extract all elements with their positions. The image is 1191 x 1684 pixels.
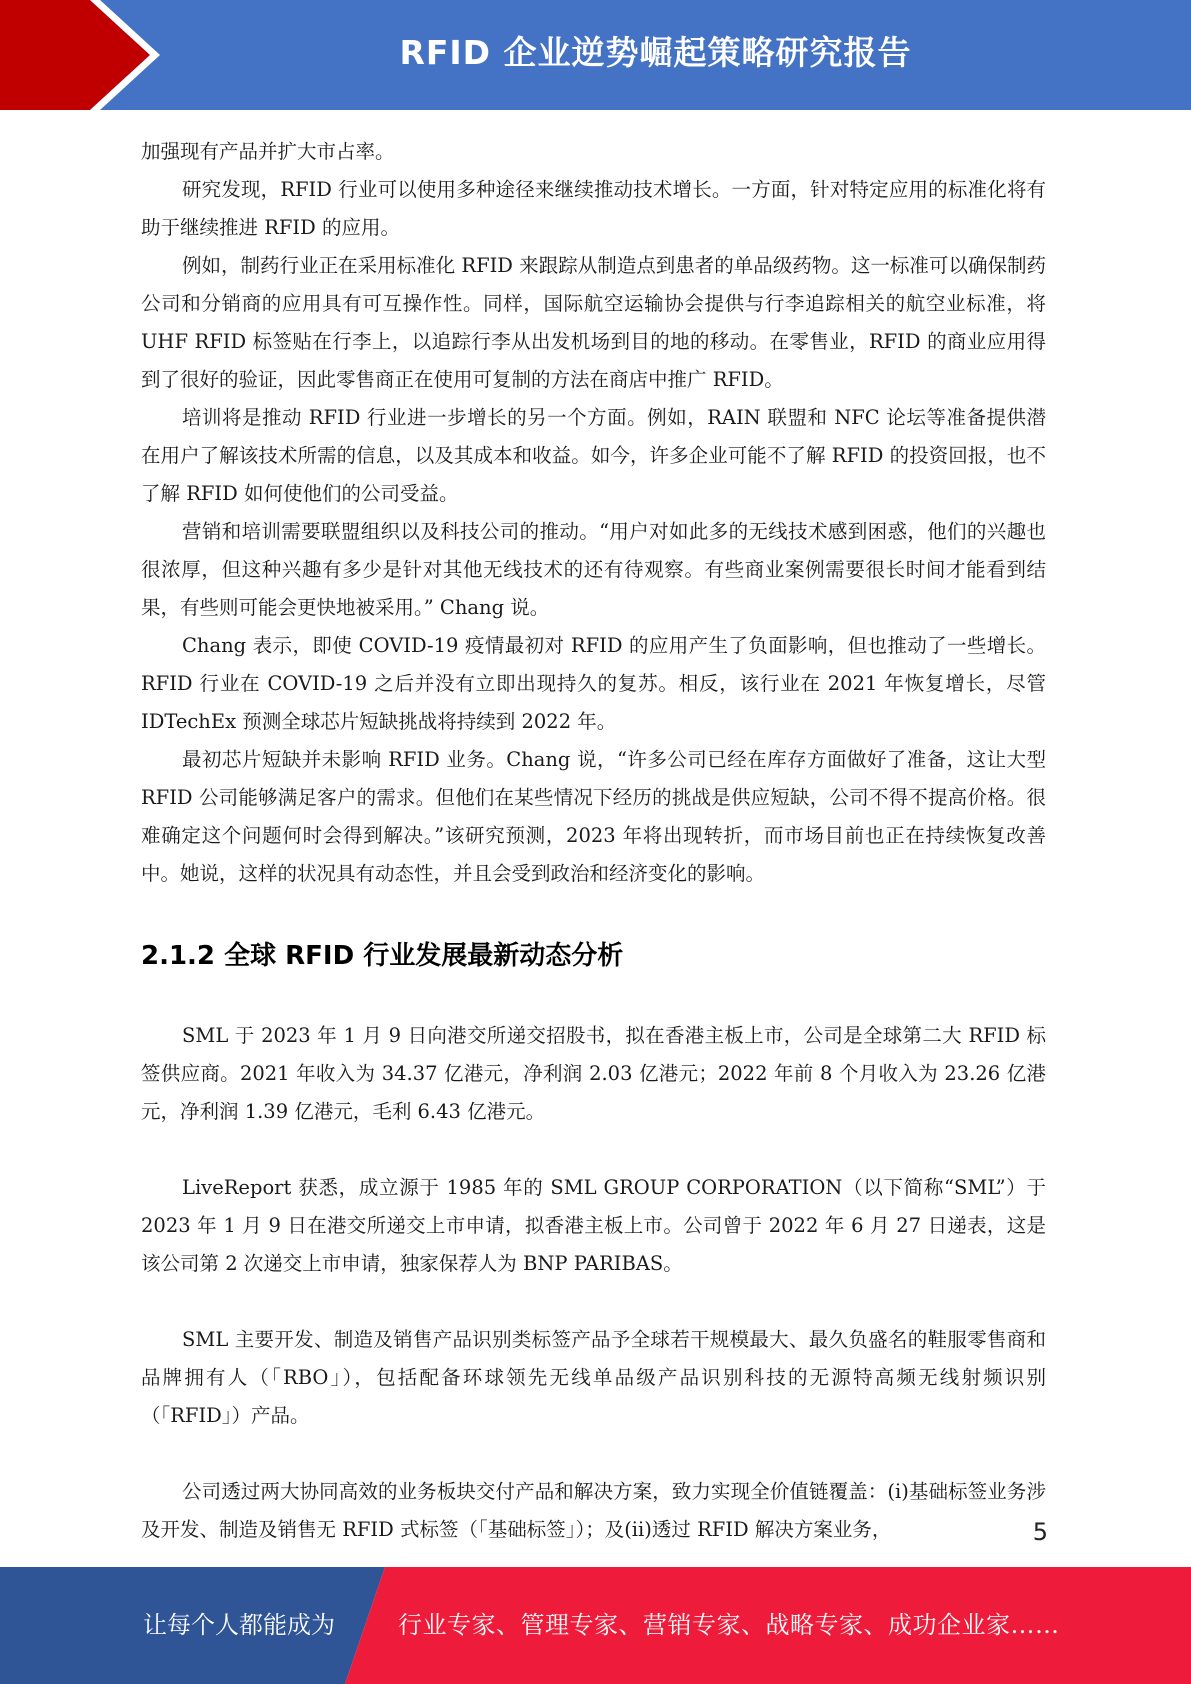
paragraph: 培训将是推动 RFID 行业进一步增长的另一个方面。例如，RAIN 联盟和 NFC 论坛等准备提供潜在用户了解该技术所需的信息，以及其成本和收益。如今，许多企业可能不了解 RFID 的投资回报，也不了解 RFID 如何使他们的公司受益。 bbox=[141, 406, 1046, 505]
report-title: RFID 企业逆势崛起策略研究报告 bbox=[399, 33, 912, 72]
paragraph: LiveReport 获悉，成立源于 1985 年的 SML GROUP CORPORATION（以下简称“SML”）于 2023 年 1 月 9 日在港交所递交上市申请，拟香港主板上市。公司曾于 2022 年 6 月 27 日递表，这是该公司第 2 次递交上市申请，独家保荐人为 BNP PARIBAS。 bbox=[141, 1176, 1046, 1275]
paragraph: Chang 表示，即使 COVID-19 疫情最初对 RFID 的应用产生了负面影响，但也推动了一些增长。RFID 行业在 COVID-19 之后并没有立即出现持久的复苏。相反，该行业在 2021 年恢复增长，尽管 IDTechEx 预测全球芯片短缺挑战将持续到 2022 年。 bbox=[141, 634, 1046, 733]
footer-banner bbox=[0, 1567, 1191, 1684]
header-banner bbox=[0, 0, 1191, 110]
paragraph: SML 主要开发、制造及销售产品识别类标签产品予全球若干规模最大、最久负盛名的鞋服零售商和品牌拥有人（「RBO」），包括配备环球领先无线单品级产品识别科技的无源特高频无线射频识别（「RFID」）产品。 bbox=[141, 1328, 1046, 1427]
section-heading: 2.1.2 全球 RFID 行业发展最新动态分析 bbox=[141, 941, 624, 971]
paragraph: 最初芯片短缺并未影响 RFID 业务。Chang 说，“许多公司已经在库存方面做好了准备，这让大型 RFID 公司能够满足客户的需求。但他们在某些情况下经历的挑战是供应短缺，公司不得不提高价格。很难确定这个问题何时会得到解决。”该研究预测，2023 年将出现转折，而市场目前也正在持续恢复改善中。她说，这样的状况具有动态性，并且会受到政治和经济变化的影响。 bbox=[141, 748, 1046, 885]
paragraph: 公司透过两大协同高效的业务板块交付产品和解决方案，致力实现全价值链覆盖：(i)基础标签业务涉及开发、制造及销售无 RFID 式标签（「基础标签」）；及(ii)透过 RFID 解决方案业务， bbox=[141, 1480, 1046, 1541]
footer-slogan-left: 让每个人都能成为 bbox=[143, 1611, 335, 1639]
footer-slogan-right: 行业专家、管理专家、营销专家、战略专家、成功企业家…… bbox=[398, 1611, 1060, 1639]
paragraph: 研究发现，RFID 行业可以使用多种途径来继续推动技术增长。一方面，针对特定应用的标准化将有助于继续推进 RFID 的应用。 bbox=[141, 178, 1046, 239]
paragraph: 加强现有产品并扩大市占率。 bbox=[141, 140, 395, 163]
page-number: 5 bbox=[1032, 1518, 1048, 1546]
paragraph: 例如，制药行业正在采用标准化 RFID 来跟踪从制造点到患者的单品级药物。这一标准可以确保制药公司和分销商的应用具有可互操作性。同样，国际航空运输协会提供与行李追踪相关的航空业标准，将 UHF RFID 标签贴在行李上，以追踪行李从出发机场到目的地的移动。在零售业，RFID 的商业应用得到了很好的验证，因此零售商正在使用可复制的方法在商店中推广 RFID。 bbox=[141, 254, 1046, 391]
header-red-chevron bbox=[0, 0, 150, 110]
paragraph: SML 于 2023 年 1 月 9 日向港交所递交招股书，拟在香港主板上市，公司是全球第二大 RFID 标签供应商。2021 年收入为 34.37 亿港元，净利润 2.03 亿港元；2022 年前 8 个月收入为 23.26 亿港元，净利润 1.39 亿港元，毛利 6.43 亿港元。 bbox=[141, 1024, 1046, 1123]
paragraph: 营销和培训需要联盟组织以及科技公司的推动。“用户对如此多的无线技术感到困惑，他们的兴趣也很浓厚，但这种兴趣有多少是针对其他无线技术的还有待观察。有些商业案例需要很长时间才能看到结果，有些则可能会更快地被采用。” Chang 说。 bbox=[141, 520, 1046, 619]
document-body bbox=[141, 133, 1046, 1549]
